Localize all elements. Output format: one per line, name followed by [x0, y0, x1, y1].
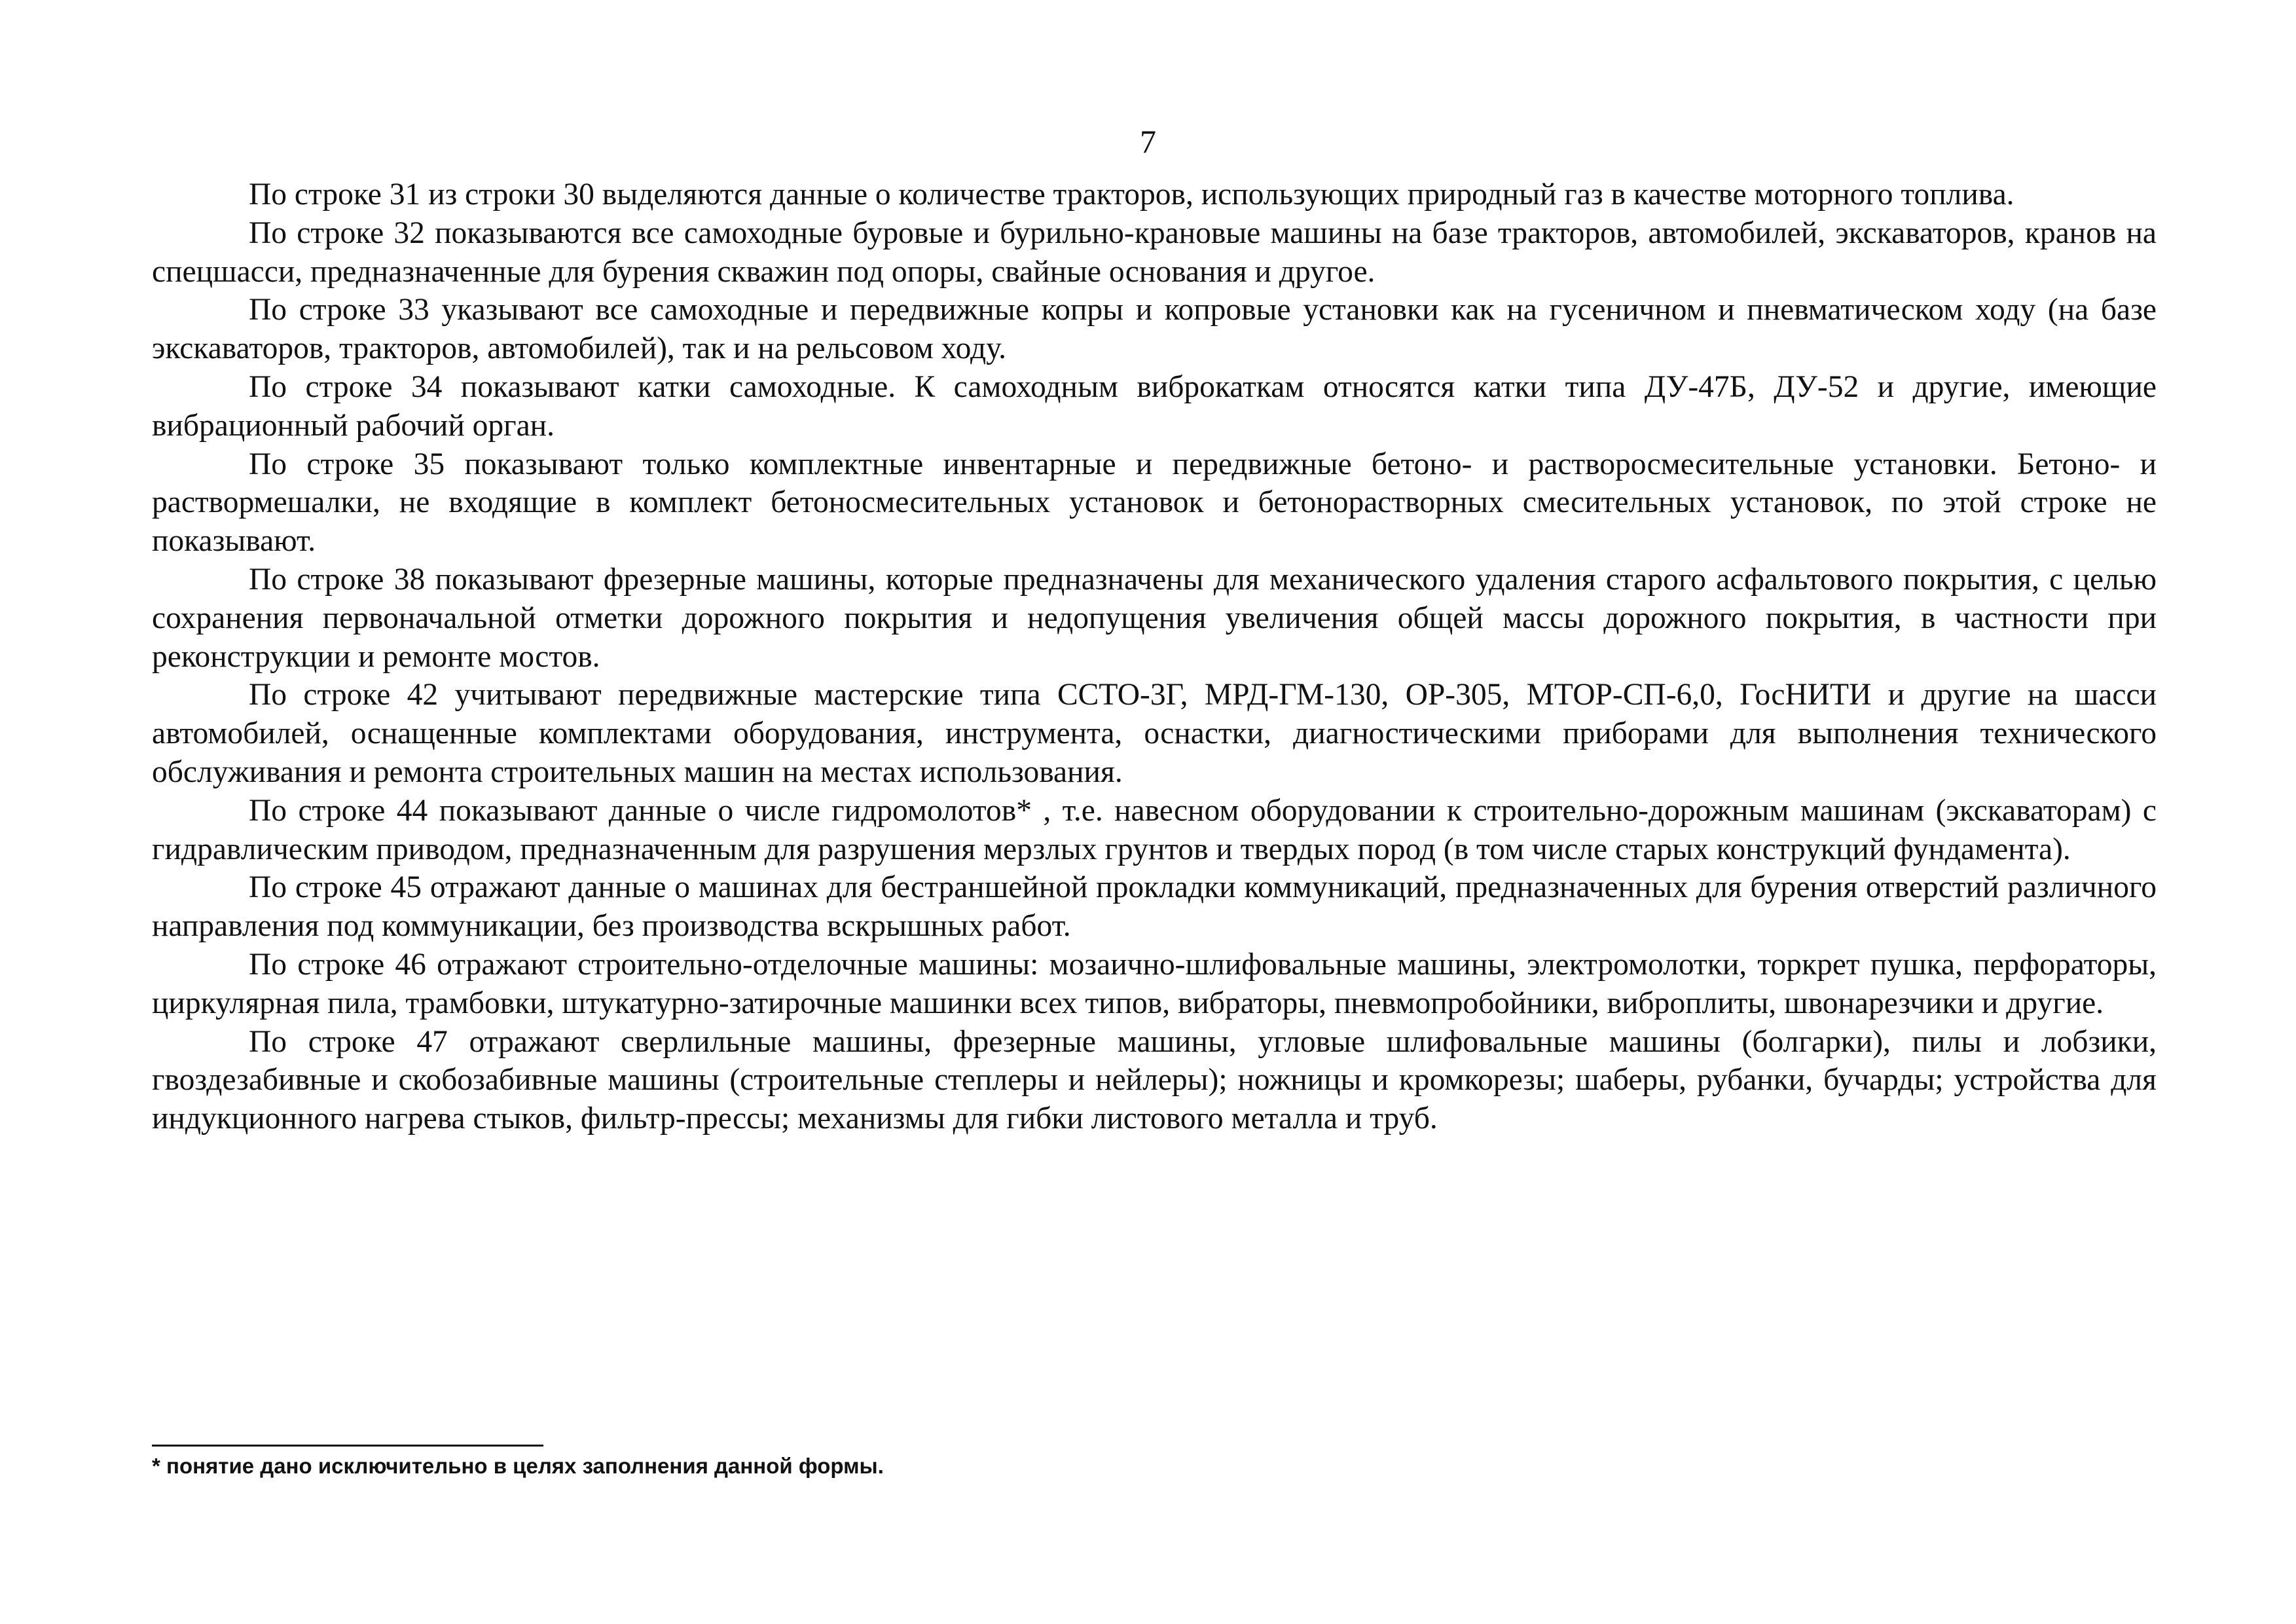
footnote-divider	[152, 1445, 543, 1447]
paragraph-row-32: По строке 32 показываются все самоходные буровые и бурильно-крановые машины на базе тракторов, автомобилей, экскаваторов, кранов на спецшасси, предназначенные для бурения скважин под опоры, свайные основания и другое.	[152, 215, 2157, 289]
page-number: 7	[1140, 123, 1156, 160]
footnote: * понятие дано исключительно в целях заполнения данной формы.	[152, 1454, 884, 1478]
paragraph-row-31: По строке 31 из строки 30 выделяются данные о количестве тракторов, использующих природный газ в качестве моторного топлива.	[249, 177, 2014, 212]
paragraph-row-46: По строке 46 отражают строительно-отделочные машины: мозаично-шлифовальные машины, электромолотки, торкрет пушка, перфораторы, циркулярная пила, трамбовки, штукатурно-затирочные машинки всех типов, вибраторы, пневмопробойники, виброплиты, швонарезчики и другие.	[152, 947, 2157, 1020]
paragraph-row-34: По строке 34 показывают катки самоходные. К самоходным виброкаткам относятся катки типа ДУ-47Б, ДУ-52 и другие, имеющие вибрационный рабочий орган.	[152, 369, 2157, 443]
paragraph-row-38: По строке 38 показывают фрезерные машины, которые предназначены для механического удаления старого асфальтового покрытия, с целью сохранения первоначальной отметки дорожного покрытия и недопущения увеличения общей массы дорожного покрытия, в частности при реконструкции и ремонте мостов.	[152, 562, 2157, 674]
paragraph-row-44: По строке 44 показывают данные о числе гидромолотов* , т.е. навесном оборудовании к строительно-дорожным машинам (экскаваторам) с гидравлическим приводом, предназначенным для разрушения мерзлых грунтов и твердых пород (в том числе старых конструкций фундамента).	[152, 793, 2157, 866]
paragraph-row-45: По строке 45 отражают данные о машинах для бестраншейной прокладки коммуникаций, предназначенных для бурения отверстий различного направления под коммуникации, без производства вскрышных работ.	[152, 870, 2157, 944]
paragraph-row-47: По строке 47 отражают сверлильные машины, фрезерные машины, угловые шлифовальные машины (болгарки), пилы и лобзики, гвоздезабивные и скобозабивные машины (строительные степлеры и нейлеры); ножницы и кромкорезы; шаберы, рубанки, бучарды; устройства для индукционного нагрева стыков, фильтр-прессы; механизмы для гибки листового металла и труб.	[152, 1024, 2157, 1136]
paragraph-row-42: По строке 42 учитывают передвижные мастерские типа ССТО-3Г, МРД-ГМ-130, ОР-305, МТОР-СП-6,0, ГосНИТИ и другие на шасси автомобилей, оснащенные комплектами оборудования, инструмента, оснастки, диагностическими приборами для выполнения технического обслуживания и ремонта строительных машин на местах использования.	[152, 678, 2157, 789]
body-text	[152, 175, 2157, 1138]
paragraph-row-35: По строке 35 показывают только комплектные инвентарные и передвижные бетоно- и растворосмесительные установки. Бетоно- и раствормешалки, не входящие в комплект бетоносмесительных установок и бетонорастворных смесительных установок, по этой строке не показывают.	[152, 447, 2157, 559]
paragraph-row-33: По строке 33 указывают все самоходные и передвижные копры и копровые установки как на гусеничном и пневматическом ходу (на базе экскаваторов, тракторов, автомобилей), так и на рельсовом ходу.	[152, 293, 2157, 366]
